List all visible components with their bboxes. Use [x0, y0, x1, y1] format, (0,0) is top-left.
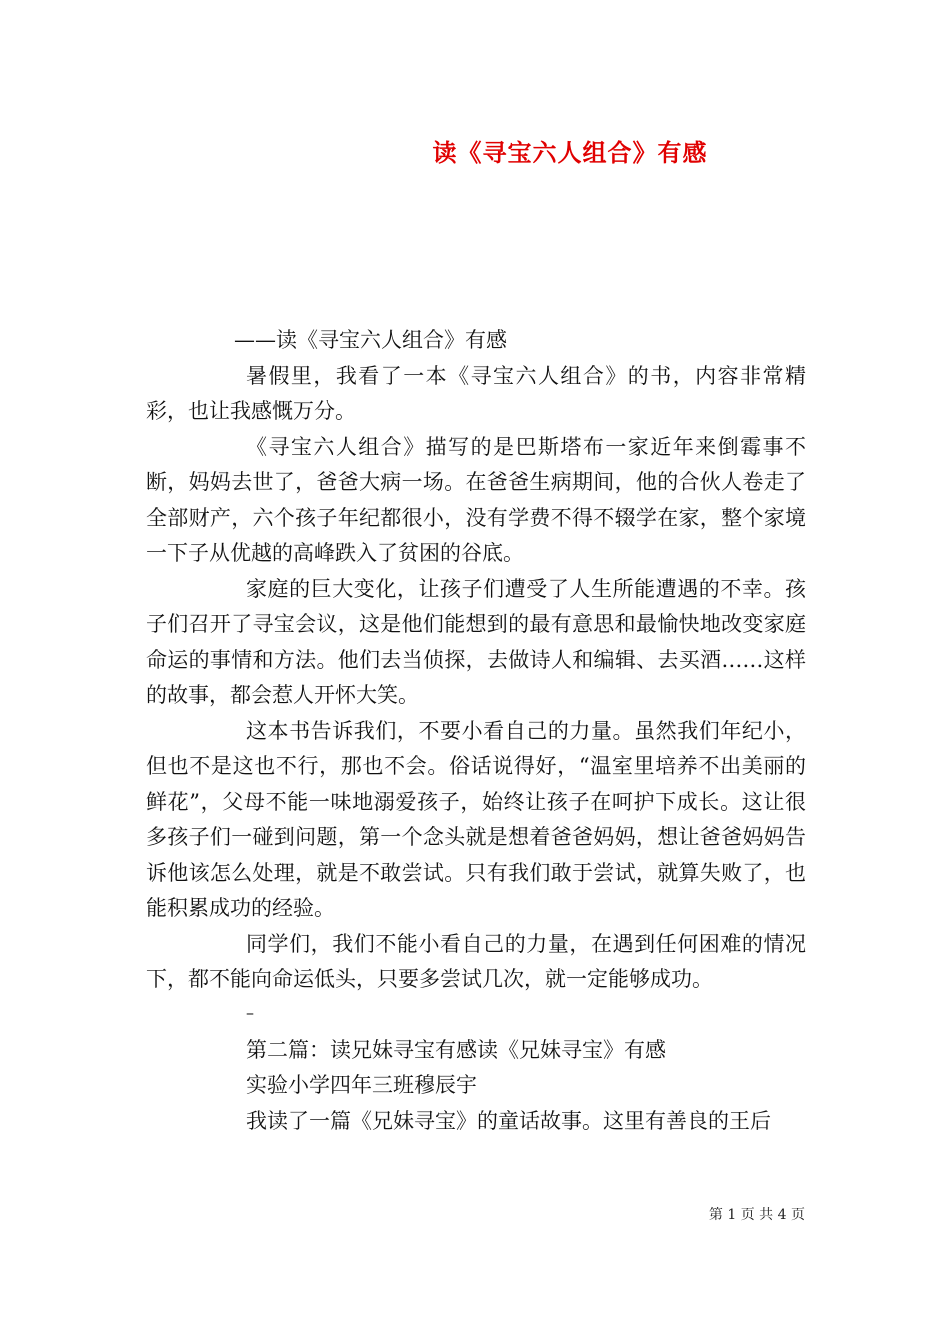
document-body	[146, 323, 806, 1139]
paragraph: 暑假里，我看了一本《寻宝六人组合》的书，内容非常精彩，也让我感慨万分。	[146, 363, 806, 423]
dash-mark: –	[246, 1002, 254, 1022]
page-title: 读《寻宝六人组合》有感	[432, 138, 708, 167]
paragraph: 家庭的巨大变化，让孩子们遭受了人生所能遭遇的不幸。孩子们召开了寻宝会议，这是他们能想到的最有意思和最愉快地改变家庭命运的事情和方法。他们去当侦探，去做诗人和编辑、去买酒……这样的故事，都会惹人开怀大笑。	[146, 576, 806, 707]
section2-heading: 第二篇：读兄妹寻宝有感读《兄妹寻宝》有感	[246, 1037, 666, 1062]
section2-author: 实验小学四年三班穆辰宇	[246, 1073, 477, 1097]
paragraph: 同学们，我们不能小看自己的力量，在遇到任何困难的情况下，都不能向命运低头，只要多尝试几次，就一定能够成功。	[146, 931, 806, 991]
section2-first-line: 我读了一篇《兄妹寻宝》的童话故事。这里有善良的王后	[246, 1108, 771, 1133]
paragraph: 这本书告诉我们，不要小看自己的力量。虽然我们年纪小，但也不是这也不行，那也不会。俗话说得好，“温室里培养不出美丽的鲜花”，父母不能一味地溺爱孩子，始终让孩子在呵护下成长。这让很多孩子们一碰到问题，第一个念头就是想着爸爸妈妈，想让爸爸妈妈告诉他该怎么处理，就是不敢尝试。只有我们敢于尝试，就算失败了，也能积累成功的经验。	[146, 718, 806, 920]
page-footer: 第 1 页 共 4 页	[708, 1207, 805, 1223]
paragraph: 《寻宝六人组合》描写的是巴斯塔布一家近年来倒霉事不断，妈妈去世了，爸爸大病一场。在爸爸生病期间，他的合伙人卷走了全部财产，六个孩子年纪都很小，没有学费不得不辍学在家，整个家境一下子从优越的高峰跌入了贫困的谷底。	[146, 434, 806, 565]
document-subtitle: ——读《寻宝六人组合》有感	[234, 328, 507, 352]
